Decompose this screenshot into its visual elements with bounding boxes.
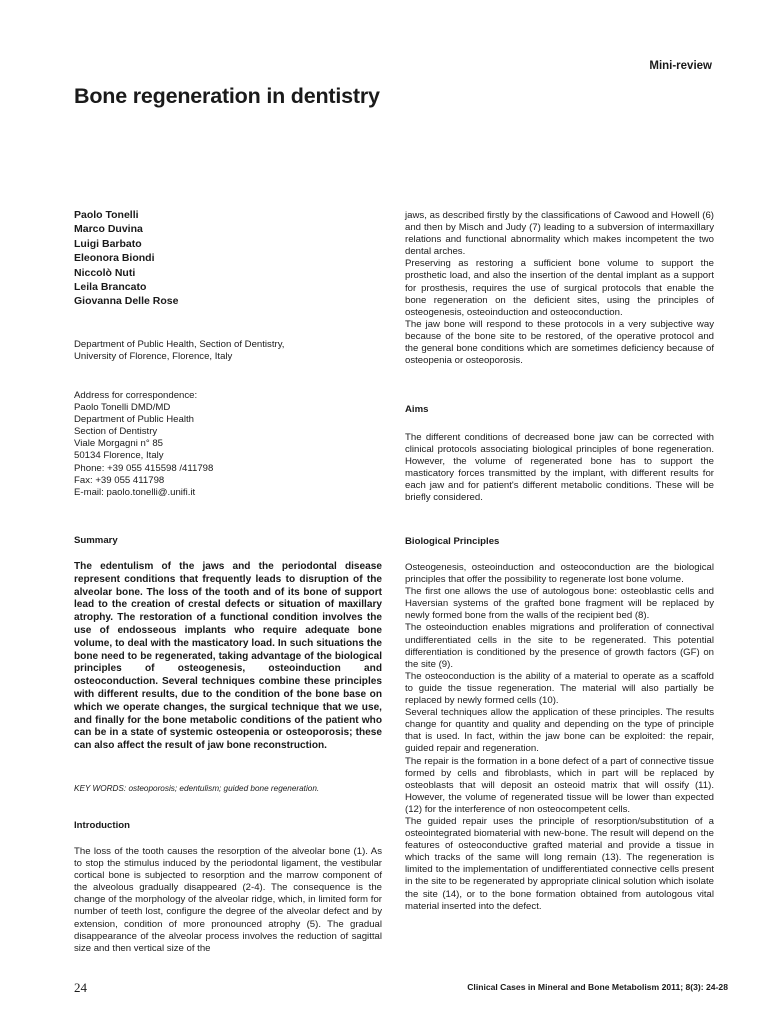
- biological-principles-body: [405, 562, 714, 913]
- author-name: Marco Duvina: [74, 223, 143, 236]
- paragraph: jaws, as described firstly by the classifications of Cawood and Howell (6) and then by Misch and Judy (7) leading to a subversion of intermaxillary relations and functional abnormality which makes incompetent the two dental arches.: [405, 210, 714, 258]
- address-line: 50134 Florence, Italy: [74, 450, 164, 462]
- paragraph: The guided repair uses the principle of resorption/substitution of a osteointegrated biomaterial with new-bone. The result will depend on the features of osteoconductive grafted material and provide a tissue in which tracks of the same will long remain (13). The regeneration is limited to the implementation of undifferentiated connective cells present in the site to be regenerated by appropriate clinical solution which isolate the site (14), or to the bone formation obtained from autologous vital material inserted into the defect.: [405, 815, 714, 912]
- summary-text: The edentulism of the jaws and the periodontal disease represent conditions that frequently leads to disruption of the alveolar bone. The loss of the tooth and of its bone of support lead to the creation of crestal defects or situation of maxillary atrophy. The restoration of a functional condition involves the use of endosseous implants who require adequate bone volume, to deal with the masticatory load. In such situations the bone need to be regenerated, taking advantage of the biological principles of osteogenesis, osteoinduction and osteoconduction. Several techniques combine these principles with different results, due to the condition of the bone base on which we operate changes, the surgical technique that we use, and finally for the bone metabolic conditions of the patient who can be in a state of systemic osteopenia or osteoporosis; these can also affect the result of jaw bone reconstruction.: [74, 561, 382, 752]
- author-list: [74, 208, 382, 309]
- aims-heading: Aims: [405, 404, 429, 415]
- paragraph: The loss of the tooth causes the resorption of the alveolar bone (1). As to stop the stimulus induced by the periodontal ligament, the vestibular cortical bone is subjected to resorption and the marrow component of the alveolous gradually disappeared (2-4). The consequence is the change of the morphology of the alveolar ridge, which, in limited form for number of teeth lost, configure the degree of the alveolar defect and by extension, condition of more pronounced atrophy (5). The gradual disappearance of the alveolar process involves the reduction of sagittal size and then vertical size of the: [74, 846, 382, 954]
- paragraph: The first one allows the use of autologous bone: osteoblastic cells and Haversian systems of the grafted bone fragment will be replaced by newly formed bone from the walls of the recipient bed (8).: [405, 586, 714, 622]
- address-line: Section of Dentistry: [74, 426, 158, 438]
- paragraph: Preserving as restoring a sufficient bone volume to support the prosthetic load, and also the insertion of the dental implant as a support for prosthesis, requires the use of surgical protocols that enable the bone regeneration on the deficient sites, using the principles of osteogenesis, osteoinduction and osteoconduction.: [405, 258, 714, 318]
- email-address: E-mail: paolo.tonelli@.unifi.it: [74, 486, 196, 498]
- paragraph: The osteoconduction is the ability of a material to operate as a scaffold to guide the tissue regeneration. The material will also partially be replaced by newly formed cells (10).: [405, 670, 714, 707]
- address-line: Department of Public Health: [74, 414, 194, 426]
- address-line: Address for correspondence:: [74, 390, 198, 401]
- address-line: Viale Morgagni n° 85: [74, 438, 163, 450]
- address-line: Phone: +39 055 415598 /411798: [74, 462, 214, 474]
- section-type-label: Mini-review: [649, 60, 712, 72]
- address-line: Fax: +39 055 411798: [74, 474, 165, 486]
- affiliation-line: University of Florence, Florence, Italy: [74, 351, 233, 363]
- keywords: KEY WORDS: osteoporosis; edentulism; guided bone regeneration.: [74, 784, 320, 793]
- page-number: 24: [74, 980, 87, 995]
- introduction-heading: Introduction: [74, 820, 130, 831]
- paragraph: The repair is the formation in a bone defect of a part of connective tissue formed by cells and fibroblasts, which in part will be replaced by osteoblasts that will deposit an osteoid matrix that will ossify (11). However, the volume of regenerated tissue will be lower than expected (12) for the interference of non osteocompetent cells.: [405, 755, 714, 815]
- introduction-body: [74, 846, 382, 955]
- summary-heading: Summary: [74, 535, 118, 546]
- author-name: Giovanna Delle Rose: [74, 295, 179, 308]
- paragraph: The osteoinduction enables migrations and proliferation of connectival undifferentiated cells in the site to be regenerated. This potential differentiation is conditioned by the presence of growth factors (GF) on the site (9).: [405, 622, 714, 670]
- journal-citation: Clinical Cases in Mineral and Bone Metabolism 2011; 8(3): 24-28: [467, 982, 728, 992]
- author-name: Niccolò Nuti: [74, 266, 136, 279]
- correspondence-address: [74, 390, 382, 499]
- paragraph: The jaw bone will respond to these protocols in a very subjective way because of the bone site to be restored, of the operative protocol and the general bone conditions which are sometimes deficiency because of osteopenia or osteoporosis.: [405, 318, 714, 367]
- affiliation: [74, 339, 382, 363]
- address-line: Paolo Tonelli DMD/MD: [74, 402, 171, 414]
- affiliation-line: Department of Public Health, Section of Dentistry,: [74, 339, 285, 350]
- author-name: Paolo Tonelli: [74, 209, 139, 221]
- paragraph: The different conditions of decreased bone jaw can be corrected with clinical protocols associating biological principles of bone regeneration. However, the volume of regenerated bone has to support the masticatory forces transmitted by the implant, with different results for each jaw and for patient's different metabolic conditions. These will be briefly considered.: [405, 432, 714, 504]
- introduction-continued: [405, 210, 714, 367]
- summary-abstract: [74, 561, 382, 753]
- biological-principles-heading: Biological Principles: [405, 536, 500, 547]
- article-title: Bone regeneration in dentistry: [74, 84, 380, 108]
- author-name: Luigi Barbato: [74, 237, 142, 250]
- paragraph: Several techniques allow the application of these principles. The results change for quantity and quality and depending on the type of principle that is used. In fact, within the jaw bone can be exploited: the repair, guided repair and regeneration.: [405, 707, 714, 755]
- author-name: Leila Brancato: [74, 281, 147, 294]
- paragraph: Osteogenesis, osteoinduction and osteoconduction are the biological principles that offer the possibility to regenerate lost bone volume.: [405, 562, 714, 586]
- aims-body: [405, 432, 714, 505]
- author-name: Eleonora Biondi: [74, 252, 155, 265]
